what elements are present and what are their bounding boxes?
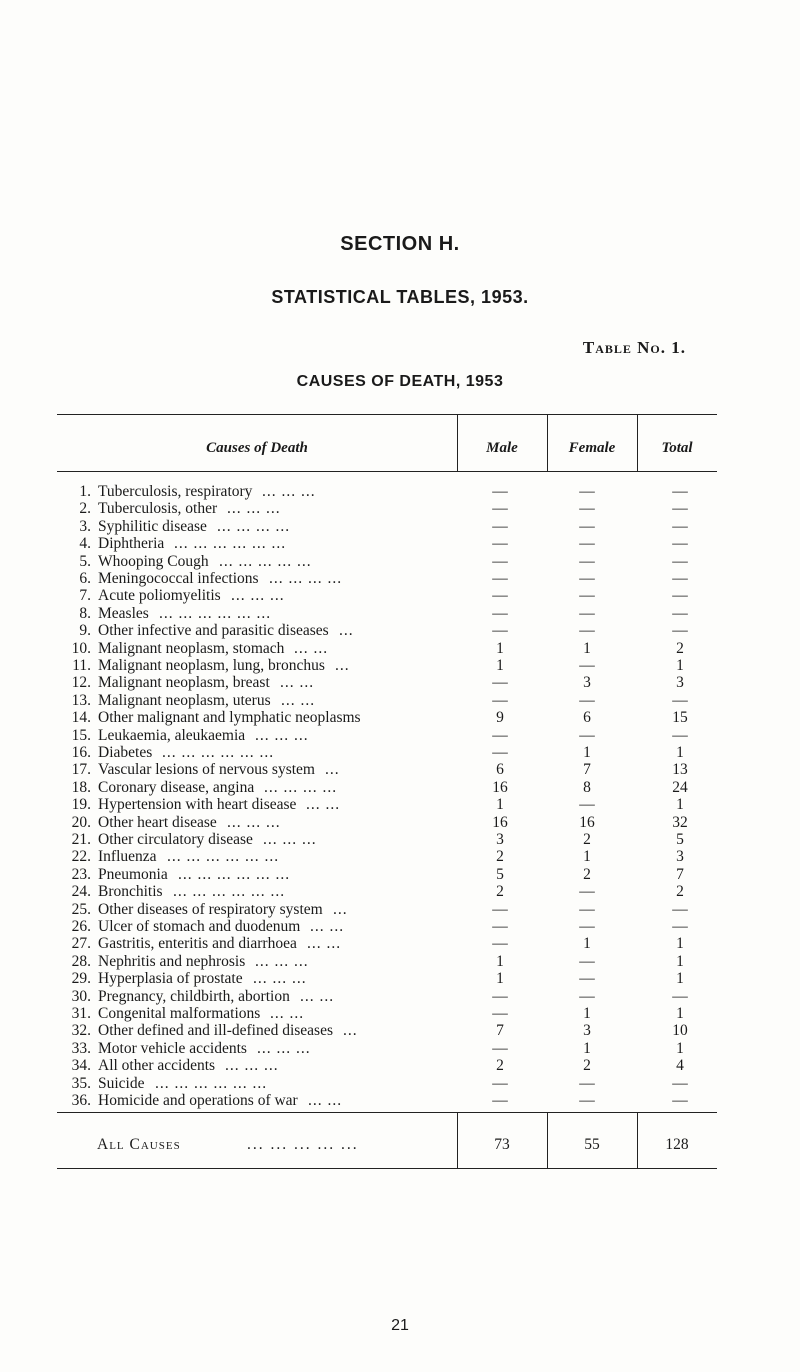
row-number: 11. [72, 657, 91, 674]
male-count: — [492, 552, 508, 570]
female-count: 8 [583, 778, 591, 796]
cause-label: Homicide and operations of war [98, 1092, 298, 1109]
total-count: 1 [676, 1039, 684, 1057]
cause-label: Congenital malformations [98, 1005, 261, 1022]
female-count: 2 [583, 831, 591, 848]
total-count: — [672, 726, 688, 744]
female-count: — [579, 587, 595, 605]
cause-label: Tuberculosis, respiratory [98, 483, 253, 500]
row-number: 25. [71, 900, 91, 918]
dot-leader: ... ... [270, 1005, 305, 1022]
cause-label: Meningococcal infections [98, 570, 259, 587]
header-male: Male [486, 440, 518, 456]
header-bottom-rule [57, 471, 717, 472]
male-count: 7 [496, 1022, 504, 1040]
cause-label: Influenza [98, 848, 157, 866]
table-row [0, 866, 800, 884]
total-count: 3 [676, 674, 684, 692]
row-number: 23. [71, 865, 91, 883]
cause-label: Diphtheria [98, 535, 165, 553]
total-count: 1 [676, 744, 684, 761]
table-row [0, 657, 800, 675]
female-count: 1 [583, 848, 591, 866]
female-count: 1 [583, 1005, 591, 1022]
female-count: — [579, 918, 595, 935]
table-row [0, 553, 800, 571]
female-count: 16 [579, 813, 595, 831]
dot-leader: ... ... ... [231, 587, 285, 605]
male-count: 1 [496, 952, 504, 970]
row-number: 12. [71, 674, 91, 692]
table-row [0, 918, 800, 936]
cause-label: Malignant neoplasm, breast [98, 674, 270, 692]
dot-leader: ... ... ... [255, 726, 309, 744]
female-count: — [579, 1074, 595, 1092]
dot-leader: ... [335, 657, 350, 674]
dot-leader: ... ... [306, 796, 341, 814]
male-count: — [492, 1092, 508, 1109]
female-count: 2 [583, 1057, 591, 1075]
table-row [0, 970, 800, 988]
total-count: 10 [672, 1022, 688, 1040]
dot-leader: ... ... ... [263, 831, 317, 848]
row-number: 32. [71, 1022, 91, 1040]
cause-label: Other defined and ill-defined diseases [98, 1022, 333, 1040]
header-cause: Causes of Death [206, 440, 308, 456]
total-count: — [672, 570, 688, 587]
row-number: 1. [79, 483, 91, 500]
page-title: STATISTICAL TABLES, 1953. [271, 287, 529, 307]
dot-leader: ... ... [280, 674, 315, 692]
male-count: — [492, 500, 508, 518]
male-count: — [492, 674, 508, 692]
male-count: — [492, 1005, 508, 1022]
row-number: 14. [71, 709, 91, 727]
female-count: — [579, 657, 595, 674]
cause-label: All other accidents [98, 1057, 216, 1075]
male-count: — [492, 726, 508, 744]
table-row [0, 1040, 800, 1058]
row-number: 19. [71, 796, 91, 814]
male-count: 1 [496, 639, 504, 657]
female-count: — [579, 883, 595, 901]
female-count: — [579, 500, 595, 518]
dot-leader: ... ... ... ... ... ... [159, 604, 272, 622]
male-count: — [492, 744, 508, 761]
total-count: 3 [676, 848, 684, 866]
table-row [0, 1022, 800, 1040]
totals-total: 128 [665, 1136, 689, 1153]
male-count: 1 [496, 970, 504, 988]
cause-label: Other infective and parasitic diseases [98, 622, 329, 640]
row-number: 15. [71, 726, 91, 744]
dot-leader: ... ... ... ... [264, 778, 338, 796]
total-count: — [672, 604, 688, 622]
dot-leader: ... [343, 1022, 358, 1040]
dot-leader: ... ... ... [257, 1039, 311, 1057]
row-number: 18. [71, 778, 91, 796]
table-row [0, 1005, 800, 1023]
dot-leader: ... [339, 622, 354, 640]
male-count: 1 [496, 796, 504, 814]
row-number: 6. [79, 570, 91, 587]
total-count: — [672, 691, 688, 709]
female-count: 2 [583, 865, 591, 883]
row-number: 9. [79, 622, 91, 640]
female-count: 7 [583, 761, 591, 779]
male-count: — [492, 1074, 508, 1092]
total-count: — [672, 483, 688, 500]
table-row [0, 831, 800, 849]
female-count: — [579, 952, 595, 970]
table-row [0, 727, 800, 745]
dot-leader: ... ... ... [255, 952, 309, 970]
row-number: 8. [79, 604, 91, 622]
total-count: 4 [676, 1057, 684, 1075]
male-count: 2 [496, 883, 504, 901]
row-number: 7. [79, 587, 91, 605]
cause-label: Leukaemia, aleukaemia [98, 726, 246, 744]
female-count: — [579, 1092, 595, 1109]
total-count: 13 [672, 761, 688, 779]
male-count: — [492, 517, 508, 535]
row-number: 5. [79, 552, 91, 570]
dot-leader: ... ... ... [227, 500, 281, 518]
table-row [0, 744, 800, 762]
total-count: 1 [676, 657, 684, 674]
cause-label: Ulcer of stomach and duodenum [98, 918, 301, 935]
female-count: — [579, 900, 595, 918]
total-count: 1 [676, 935, 684, 953]
cause-label: Malignant neoplasm, stomach [98, 639, 285, 657]
totals-leader: ... ... ... ... ... [247, 1136, 359, 1153]
female-count: — [579, 691, 595, 709]
total-count: 1 [676, 952, 684, 970]
cause-label: Bronchitis [98, 883, 163, 901]
female-count: — [579, 483, 595, 500]
table-row [0, 935, 800, 953]
cause-label: Acute poliomyelitis [98, 587, 221, 605]
row-number: 31. [71, 1005, 91, 1022]
totals-label: All Causes [97, 1136, 181, 1153]
row-number: 13. [71, 691, 91, 709]
table-row [0, 535, 800, 553]
dot-leader: ... ... [294, 639, 329, 657]
male-count: — [492, 900, 508, 918]
male-count: — [492, 570, 508, 587]
dot-leader: ... ... ... ... [269, 570, 343, 587]
row-number: 27. [71, 935, 91, 953]
table-caption: CAUSES OF DEATH, 1953 [296, 373, 504, 390]
cause-label: Other heart disease [98, 813, 217, 831]
total-count: — [672, 1092, 688, 1109]
dot-leader: ... ... ... ... ... ... [155, 1074, 268, 1092]
row-number: 24. [71, 883, 91, 901]
dot-leader: ... ... ... ... ... ... [162, 744, 275, 761]
cause-label: Suicide [98, 1074, 145, 1092]
cause-label: Motor vehicle accidents [98, 1039, 247, 1057]
table-row [0, 692, 800, 710]
dot-leader: ... ... [310, 918, 345, 935]
dot-leader: ... ... ... ... ... ... [167, 848, 280, 866]
male-count: — [492, 483, 508, 500]
cause-label: Vascular lesions of nervous system [98, 761, 315, 779]
totals-female: 55 [584, 1136, 600, 1153]
dot-leader: ... ... ... ... [217, 517, 291, 535]
total-count: 1 [676, 1005, 684, 1022]
total-count: 2 [676, 639, 684, 657]
row-number: 35. [71, 1074, 91, 1092]
row-number: 28. [71, 952, 91, 970]
table-row [0, 500, 800, 518]
row-number: 2. [79, 500, 91, 518]
cause-label: Other circulatory disease [98, 831, 253, 848]
total-count: 5 [676, 831, 684, 848]
dot-leader: ... ... [300, 987, 335, 1005]
total-count: 15 [672, 709, 688, 727]
male-count: — [492, 918, 508, 935]
table-row [0, 1092, 800, 1110]
cause-label: Malignant neoplasm, uterus [98, 691, 271, 709]
table-row [0, 953, 800, 971]
row-number: 16. [71, 744, 91, 761]
table-row [0, 779, 800, 797]
female-count: 3 [583, 1022, 591, 1040]
male-count: — [492, 1039, 508, 1057]
table-row [0, 901, 800, 919]
dot-leader: ... [333, 900, 348, 918]
table-row [0, 1075, 800, 1093]
table-row [0, 709, 800, 727]
male-count: — [492, 691, 508, 709]
dot-leader: ... ... ... ... ... ... [174, 535, 287, 553]
table-row [0, 761, 800, 779]
total-count: — [672, 987, 688, 1005]
totals-male: 73 [494, 1136, 510, 1153]
table-row [0, 570, 800, 588]
cause-label: Hypertension with heart disease [98, 796, 297, 814]
male-count: 2 [496, 848, 504, 866]
total-count: 2 [676, 883, 684, 901]
female-count: — [579, 796, 595, 814]
cause-label: Pneumonia [98, 865, 168, 883]
row-number: 29. [71, 970, 91, 988]
cause-label: Pregnancy, childbirth, abortion [98, 987, 290, 1005]
male-count: — [492, 987, 508, 1005]
cause-label: Hyperplasia of prostate [98, 970, 243, 988]
table-row [0, 518, 800, 536]
cause-label: Whooping Cough [98, 552, 209, 570]
header-total: Total [661, 440, 693, 456]
row-number: 21. [71, 831, 91, 848]
female-count: 6 [583, 709, 591, 727]
row-number: 33. [71, 1039, 91, 1057]
total-count: 32 [672, 813, 688, 831]
cause-label: Measles [98, 604, 149, 622]
dot-leader: ... [325, 761, 340, 779]
row-number: 10. [71, 639, 91, 657]
table-row [0, 640, 800, 658]
cause-label: Syphilitic disease [98, 517, 207, 535]
female-count: — [579, 552, 595, 570]
dot-leader: ... ... ... ... ... ... [178, 865, 291, 883]
row-number: 26. [71, 918, 91, 935]
dot-leader: ... ... [308, 1092, 343, 1109]
table-row [0, 674, 800, 692]
table-top-rule [57, 414, 717, 415]
row-number: 4. [79, 535, 91, 553]
total-count: — [672, 900, 688, 918]
male-count: 9 [496, 709, 504, 727]
male-count: — [492, 622, 508, 640]
dot-leader: ... ... [281, 691, 316, 709]
male-count: — [492, 587, 508, 605]
header-female: Female [568, 440, 616, 456]
male-count: 16 [492, 778, 508, 796]
male-count: 5 [496, 865, 504, 883]
table-bottom-rule [57, 1168, 717, 1169]
total-count: — [672, 535, 688, 553]
table-row [0, 814, 800, 832]
cause-label: Tuberculosis, other [98, 500, 218, 518]
dot-leader: ... ... ... ... ... ... [173, 883, 286, 901]
row-number: 36. [71, 1092, 91, 1109]
total-count: — [672, 552, 688, 570]
table-row [0, 848, 800, 866]
male-count: 2 [496, 1057, 504, 1075]
table-row [0, 622, 800, 640]
total-count: 1 [676, 796, 684, 814]
total-count: — [672, 500, 688, 518]
table-row [0, 988, 800, 1006]
female-count: — [579, 726, 595, 744]
total-count: — [672, 918, 688, 935]
totals-row [0, 1135, 800, 1155]
male-count: 16 [492, 813, 508, 831]
male-count: — [492, 935, 508, 953]
row-number: 20. [71, 813, 91, 831]
totals-top-rule [57, 1112, 717, 1113]
cause-label: Other diseases of respiratory system [98, 900, 323, 918]
male-count: 1 [496, 657, 504, 674]
female-count: 1 [583, 1039, 591, 1057]
female-count: — [579, 604, 595, 622]
cause-label: Coronary disease, angina [98, 778, 255, 796]
female-count: — [579, 535, 595, 553]
female-count: — [579, 970, 595, 988]
female-count: — [579, 570, 595, 587]
total-count: — [672, 622, 688, 640]
table-row [0, 796, 800, 814]
table-row [0, 587, 800, 605]
total-count: — [672, 1074, 688, 1092]
dot-leader: ... ... ... [262, 483, 316, 500]
total-count: — [672, 517, 688, 535]
male-count: — [492, 535, 508, 553]
table-number: Table No. 1. [582, 338, 686, 357]
female-count: 1 [583, 935, 591, 953]
table-row [0, 483, 800, 501]
dot-leader: ... ... [307, 935, 342, 953]
row-number: 22. [71, 848, 91, 866]
page-number: 21 [391, 1317, 409, 1334]
row-number: 3. [79, 517, 91, 535]
dot-leader: ... ... ... [253, 970, 307, 988]
table-row [0, 883, 800, 901]
female-count: 3 [583, 674, 591, 692]
male-count: 6 [496, 761, 504, 779]
cause-label: Nephritis and nephrosis [98, 952, 246, 970]
female-count: 1 [583, 639, 591, 657]
cause-label: Malignant neoplasm, lung, bronchus [98, 657, 325, 674]
row-number: 17. [71, 761, 91, 779]
female-count: — [579, 517, 595, 535]
total-count: — [672, 587, 688, 605]
row-number: 30. [71, 987, 91, 1005]
table-row [0, 605, 800, 623]
female-count: 1 [583, 744, 591, 761]
section-title: SECTION H. [340, 233, 460, 255]
cause-label: Other malignant and lymphatic neoplasms [98, 709, 361, 727]
female-count: — [579, 622, 595, 640]
dot-leader: ... ... ... [225, 1057, 279, 1075]
table-row [0, 1057, 800, 1075]
total-count: 7 [676, 865, 684, 883]
cause-label: Diabetes [98, 744, 153, 761]
row-number: 34. [71, 1057, 91, 1075]
dot-leader: ... ... ... [227, 813, 281, 831]
male-count: 3 [496, 831, 504, 848]
total-count: 24 [672, 778, 688, 796]
total-count: 1 [676, 970, 684, 988]
cause-label: Gastritis, enteritis and diarrhoea [98, 935, 297, 953]
male-count: — [492, 604, 508, 622]
female-count: — [579, 987, 595, 1005]
dot-leader: ... ... ... ... ... [219, 552, 312, 570]
